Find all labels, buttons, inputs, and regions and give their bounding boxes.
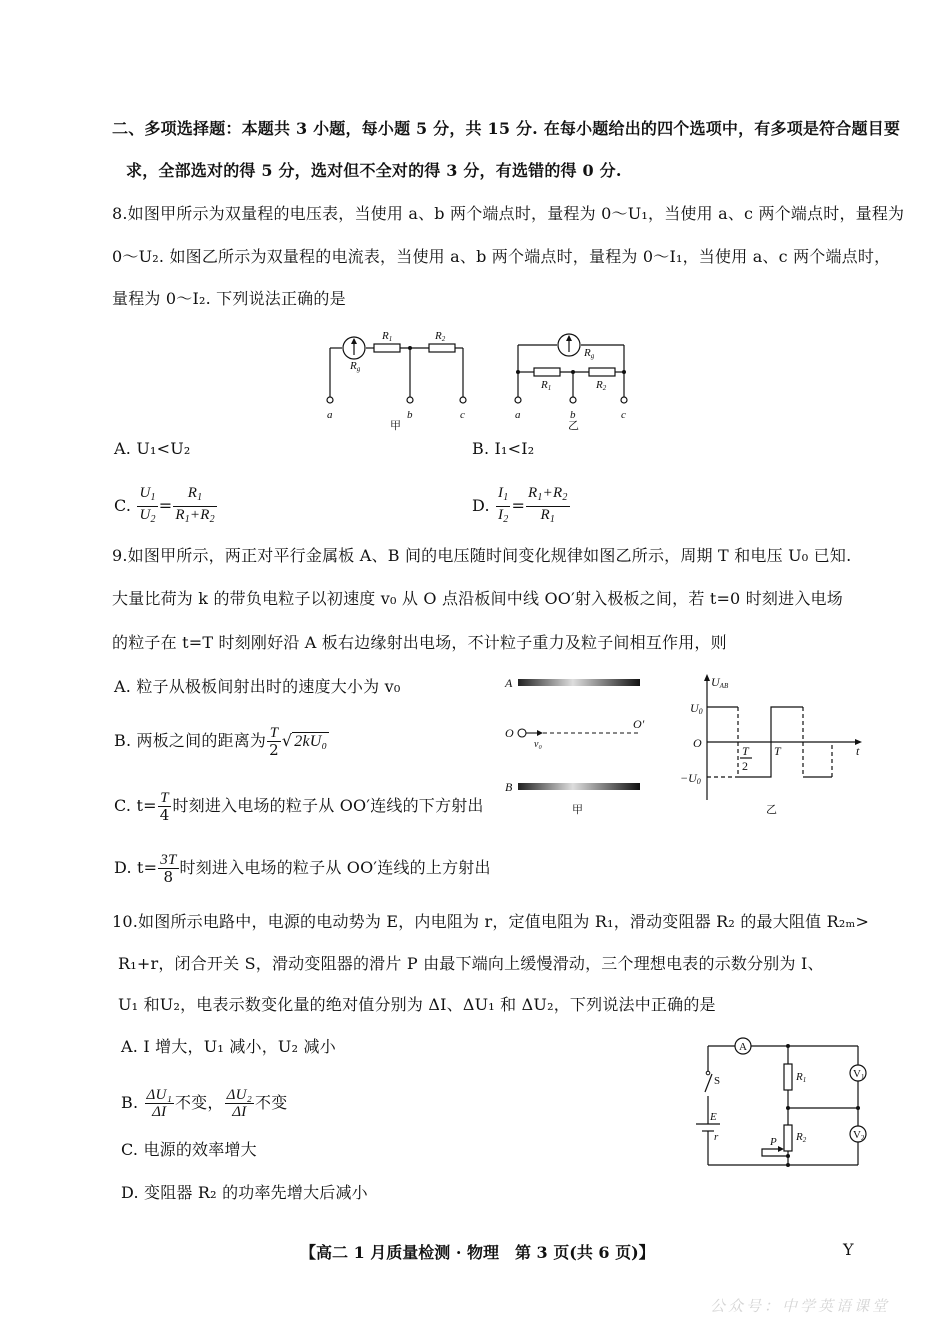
watermark: 公众号：中学英语课堂 [710, 1297, 891, 1315]
svg-text:Rg: Rg [350, 360, 361, 373]
q9-parallel-plates-diagram [500, 670, 660, 820]
svg-text:R2: R2 [596, 379, 607, 392]
section-heading-line2: 求，全部选对的得 5 分，选对但不全对的得 3 分，有选错的得 0 分. [126, 161, 622, 180]
section-heading-line1: 二、多项选择题：本题共 3 小题，每小题 5 分，共 15 分. 在每小题给出的四个选项中，有多项是符合题目要 [112, 119, 901, 138]
svg-text:A: A [505, 676, 513, 690]
svg-text:2: 2 [742, 759, 748, 773]
q8-stem-line2: 0～U₂. 如图乙所示为双量程的电流表，当使用 a、b 两个端点时，量程为 0～I₁，当使用 a、c 两个端点时， [112, 247, 891, 266]
svg-text:V1: V1 [853, 1068, 865, 1081]
q10-stem-line2: R₁+r，闭合开关 S，滑动变阻器的滑片 P 由最下端向上缓慢滑动，三个理想电表的示数分别为 I、 [118, 954, 824, 973]
svg-text:Rg: Rg [584, 347, 595, 360]
svg-text:a: a [515, 409, 521, 421]
q8-stem-line1: 8.如图甲所示为双量程的电压表，当使用 a、b 两个端点时，量程为 0～U₁，当使用 a、c 两个端点时，量程为 [112, 204, 905, 223]
svg-text:R1: R1 [541, 379, 552, 392]
q9-option-a[interactable]: A. 粒子从极板间射出时的速度大小为 v₀ [114, 677, 401, 696]
q8-option-a[interactable]: A. U₁<U₂ [114, 439, 191, 458]
q8-ammeter-circuit-diagram [505, 325, 640, 435]
svg-text:b: b [570, 409, 576, 421]
svg-text:r: r [714, 1131, 719, 1143]
svg-text:c: c [621, 409, 626, 421]
svg-text:T: T [742, 744, 749, 758]
svg-text:R1: R1 [796, 1071, 807, 1084]
svg-text:乙: 乙 [766, 803, 777, 816]
svg-text:R2: R2 [796, 1131, 807, 1144]
svg-text:甲: 甲 [390, 419, 401, 432]
svg-text:A: A [739, 1041, 747, 1053]
svg-text:t: t [856, 744, 860, 758]
svg-text:R1: R1 [382, 330, 393, 343]
q8-option-d[interactable]: D. $\frac{I_1}{I_2}$ = $\frac{R_1+R_2}{R_1}$ [472, 485, 568, 525]
q9-stem-line1: 9.如图甲所示，两正对平行金属板 A、B 间的电压随时间变化规律如图乙所示，周期 T 和电压 U₀ 已知. [112, 546, 852, 565]
svg-text:UAB: UAB [711, 675, 729, 690]
svg-text:O′: O′ [633, 717, 645, 731]
q9-stem-line2: 大量比荷为 k 的带负电粒子以初速度 v₀ 从 O 点沿板间中线 OO′射入极板之间，若 t=0 时刻进入电场 [112, 589, 843, 608]
q10-option-b[interactable]: B. $\frac{\text{ΔU₁}}{\Delta I}$ 不变， $\frac{\text{ΔU₂}}{\Delta I}$ 不变 [121, 1087, 288, 1120]
q9-voltage-time-graph [680, 670, 870, 820]
q8-voltmeter-circuit-diagram [318, 325, 478, 435]
svg-text:P: P [770, 1136, 777, 1148]
svg-text:a: a [327, 409, 333, 421]
svg-text:R2: R2 [435, 330, 446, 343]
svg-text:T: T [774, 744, 781, 758]
svg-text:甲: 甲 [572, 803, 583, 816]
q10-option-a[interactable]: A. I 增大，U₁ 减小，U₂ 减小 [121, 1037, 336, 1056]
q8-stem-line3: 量程为 0～I₂. 下列说法正确的是 [112, 289, 346, 308]
q8-number: 8. [112, 204, 128, 223]
svg-text:b: b [407, 409, 413, 421]
q9-option-c[interactable]: C. t= $\frac{T}{4}$ 时刻进入电场的粒子从 OO′连线的下方射出 [114, 790, 484, 824]
q9-option-b[interactable]: B. 两板之间的距离为 $\frac{T}{2}$ √ 2kU₀ [114, 725, 328, 759]
page-footer: 【高二 1 月质量检测 · 物理 第 3 页(共 6 页)】 [300, 1243, 655, 1262]
svg-text:v₀: v₀ [534, 739, 542, 750]
svg-text:O: O [693, 736, 702, 750]
q10-stem-line1: 10.如图所示电路中，电源的电动势为 E，内电阻为 r，定值电阻为 R₁，滑动变阻器 R₂ 的最大阻值 R₂ₘ> [112, 912, 870, 931]
paper-code: Y [843, 1240, 854, 1259]
q9-stem-line3: 的粒子在 t=T 时刻刚好沿 A 板右边缘射出电场，不计粒子重力及粒子间相互作用，则 [112, 633, 727, 652]
svg-text:乙: 乙 [568, 419, 579, 432]
q10-option-d[interactable]: D. 变阻器 R₂ 的功率先增大后减小 [121, 1183, 368, 1202]
q10-number: 10. [112, 912, 139, 931]
svg-text:E: E [710, 1111, 717, 1123]
q9-option-d[interactable]: D. t= $\frac{3T}{8}$ 时刻进入电场的粒子从 OO′连线的上方射出 [114, 852, 491, 886]
q10-circuit-diagram [690, 1030, 870, 1175]
svg-text:S: S [714, 1075, 721, 1087]
q8-option-b[interactable]: B. I₁<I₂ [472, 439, 535, 458]
svg-text:−U0: −U0 [680, 771, 701, 786]
q10-option-c[interactable]: C. 电源的效率增大 [121, 1140, 257, 1159]
svg-text:U0: U0 [690, 701, 703, 716]
svg-text:B: B [505, 780, 513, 794]
q9-number: 9. [112, 546, 128, 565]
svg-text:O: O [505, 726, 514, 740]
svg-text:V2: V2 [853, 1129, 865, 1142]
q8-option-c[interactable]: C. $\frac{U_1}{U_2}$ = $\frac{R_1}{R_1+R_2}$ [114, 485, 215, 525]
svg-text:c: c [460, 409, 465, 421]
q10-stem-line3: U₁ 和U₂，电表示数变化量的绝对值分别为 ΔI、ΔU₁ 和 ΔU₂，下列说法中正确的是 [118, 995, 716, 1014]
